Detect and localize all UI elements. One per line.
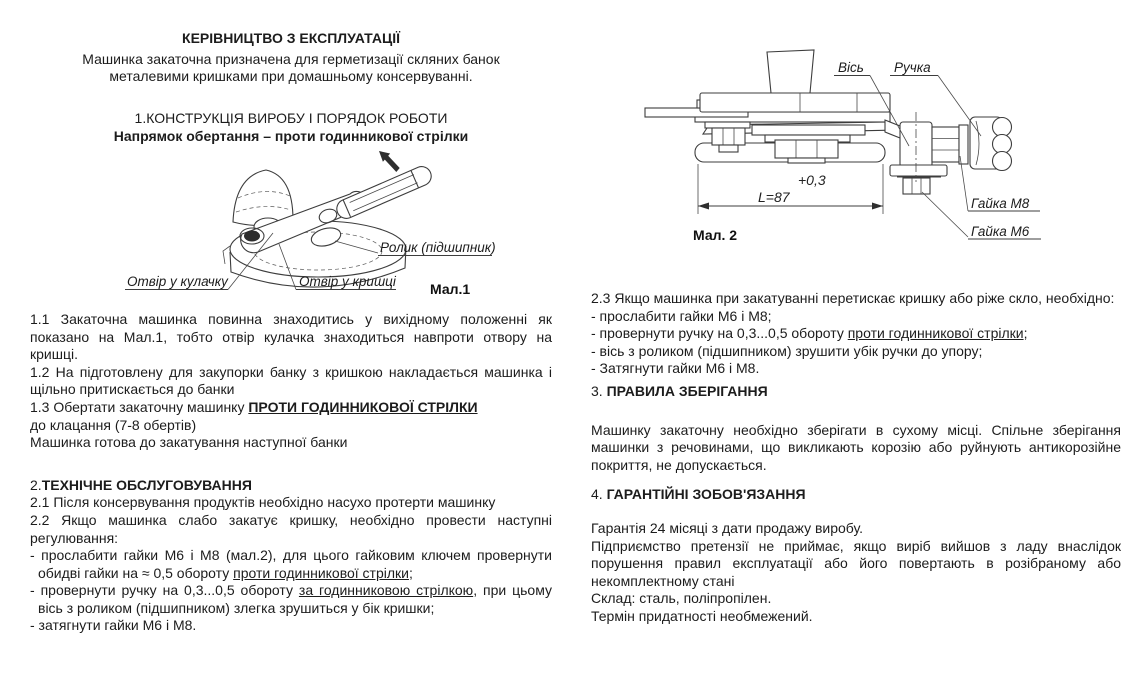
section2-number: 2. — [30, 476, 42, 493]
intro-text: Машинка закаточна призначена для герметизації скляних банок металевими кришками при домашньому консервуванні. — [82, 50, 500, 85]
counterclockwise-emphasis: ПРОТИ ГОДИННИКОВОЇ СТРІЛКИ — [248, 398, 478, 415]
section2-title: ТЕХНІЧНЕ ОБСЛУГОВУВАННЯ — [41, 476, 252, 493]
fig2-axis-assembly — [890, 112, 1012, 194]
bullet-turn-handle-end: , при цьому вісь з роликом (підшипником) злегка зрушиться у бік кришки; — [38, 582, 552, 616]
fig2-axis-label: Вісь — [838, 60, 864, 75]
fig2-handle-label: Ручка — [894, 60, 931, 75]
fig1-cam-hole-label: Отвір у кулачку — [127, 273, 228, 289]
section4-heading — [591, 486, 1121, 504]
right-column — [591, 28, 1121, 626]
paragraph-1-2: 1.2 На підготовлену для закупорки банку з кришкою накладається машинка і щільно притискається до банки — [30, 363, 552, 398]
rotation-arrow-icon — [379, 151, 400, 172]
section1-subheading: Напрямок обертання – проти годинникової стрілки — [113, 128, 469, 145]
fig2-caption: Мал. 2 — [693, 227, 738, 243]
bullet-turn-handle — [30, 582, 552, 617]
bullet-loosen-nuts-end: ; — [408, 564, 413, 581]
paragraph-2-1: 2.1 Після консервування продуктів необхідно насухо протерти машинку — [30, 494, 496, 511]
fig2-dim-length: L=87 — [758, 189, 790, 205]
paragraph-2-2: 2.2 Якщо машинка слабо закатує кришку, необхідно провести наступні регулювання: — [30, 511, 552, 546]
section4-title: ГАРАНТІЙНІ ЗОБОВ'ЯЗАННЯ — [606, 486, 806, 503]
warranty-conditions: Підприємство претензії не приймає, якщо виріб вийшов з ладу внаслідок порушення правил експлуатації або його повертають в розібраному або некомплектному стані — [591, 537, 1121, 589]
bullet-r-loosen: - прослабити гайки М6 і М8; — [591, 307, 772, 324]
fig1-roller-label: Ролик (підшипник) — [380, 239, 496, 255]
counterclockwise-underlined: проти годинникової стрілки — [233, 564, 409, 581]
r-counterclockwise-underlined: проти годинникової стрілки — [847, 325, 1024, 342]
bullet-loosen-nuts-text: - прослабити гайки М6 і М8 (мал.2), для цього гайковим ключем провернути обидві гайки на ≈ 0,5 обороту — [30, 547, 552, 581]
section3-number: 3. — [591, 382, 607, 399]
paragraph-1-1: 1.1 Закаточна машинка повинна знаходитись у вихідному положенні як показано на Мал.1, тобто отвір кулачка знаходиться навпроти отвору на кришці. — [30, 310, 552, 363]
bullet-r-tighten: - Затягнути гайки М6 і М8. — [591, 360, 760, 377]
bullet-r-turn-handle — [591, 325, 1121, 343]
document-title: КЕРІВНИЦТВО З ЕКСПЛУАТАЦІЇ — [182, 30, 400, 46]
paragraph-1-3-line2: до клацання (7-8 обертів) — [30, 416, 197, 433]
fig2-dim-tolerance: +0,3 — [798, 172, 826, 188]
bullet-loosen-nuts — [30, 547, 552, 582]
paragraph-1-3-text: 1.3 Обертати закаточну машинку — [30, 398, 249, 415]
storage-rules-paragraph: Машинку закаточну необхідно зберігати в сухому місці. Спільне зберігання машинки з речовинами, що викликають корозію або руйнують антикорозійне покриття, не допускається. — [591, 421, 1121, 473]
bullet-tighten-nuts: - затягнути гайки М6 і М8. — [30, 617, 197, 634]
paragraph-2-3: 2.3 Якщо машинка при закатуванні перетискає кришку або ріже скло, необхідно: — [591, 290, 1115, 306]
section1-heading: 1.КОНСТРУКЦІЯ ВИРОБУ І ПОРЯДОК РОБОТИ — [134, 109, 448, 126]
section3-title: ПРАВИЛА ЗБЕРІГАННЯ — [606, 382, 768, 399]
bullet-r-shift-axis: - вісь з роликом (підшипником) зрушити убік ручки до упору; — [591, 342, 983, 359]
bullet-turn-handle-text: - провернути ручку на 0,3...0,5 обороту — [30, 582, 299, 599]
fig1-caption: Мал.1 — [430, 280, 471, 297]
fig1-handle-shape — [337, 167, 431, 219]
paragraph-1-3 — [30, 399, 552, 417]
fig2-nut-m6-leader — [922, 192, 968, 237]
section4-number: 4. — [591, 486, 607, 503]
fig2-dimension — [698, 164, 883, 214]
figure1-seamer-drawing — [30, 146, 552, 308]
fig2-nut-m6-label: Гайка М6 — [971, 224, 1030, 239]
left-column — [30, 16, 552, 635]
bullet-r-turn-handle-text: - провернути ручку на 0,3...0,5 обороту — [591, 325, 848, 342]
section2-heading — [30, 477, 552, 495]
shelf-life-line: Термін придатності необмежений. — [591, 607, 813, 624]
composition-line: Склад: сталь, поліпропілен. — [591, 590, 772, 607]
figure2-side-view-drawing — [591, 28, 1121, 263]
paragraph-1-3-line3: Машинка готова до закатування наступної банки — [30, 434, 348, 451]
section3-heading — [591, 383, 1121, 401]
fig1-lid-hole-label: Отвір у кришці — [299, 273, 396, 289]
warranty-term: Гарантія 24 місяці з дати продажу виробу. — [591, 519, 863, 536]
clockwise-underlined: за годинниковою стрілкою — [298, 582, 474, 599]
bullet-r-turn-handle-end: ; — [1023, 325, 1028, 342]
fig2-nut-m8-label: Гайка М8 — [971, 196, 1030, 211]
